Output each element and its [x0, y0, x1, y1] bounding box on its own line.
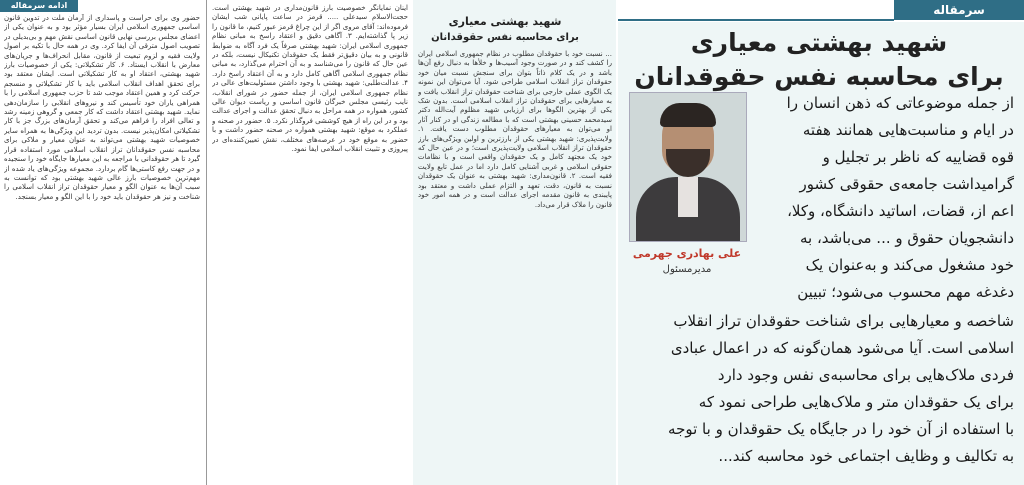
lead-line: شاخصه و معیارهایی برای شناخت حقوقدان تراز انقلاب — [673, 312, 1014, 330]
photo-beard — [666, 149, 710, 177]
lead-body-top — [752, 94, 1014, 309]
mid-article-title: شهید بهشتی معیاری — [448, 15, 562, 28]
lead-body-bottom — [626, 312, 1014, 482]
lead-line: دانشجویان حقوق و ... می‌باشد، به — [799, 229, 1014, 247]
column-divider-1 — [206, 0, 207, 485]
mid-article-subtitle: برای محاسبه نفس حقوقدانان — [431, 32, 579, 43]
lead-line: اسلامی است. آیا می‌شود همان‌گونه که در اعمال عبادی — [670, 339, 1014, 357]
author-photo — [629, 92, 747, 242]
lead-line: به تکالیف و وظایف اجتماعی خود محاسبه کند... — [718, 447, 1014, 465]
lead-line: قوه قضاییه که ناظر بر تجلیل و — [822, 148, 1014, 166]
editorial-banner — [618, 0, 1024, 22]
lead-line: در ایام و مناسبت‌هایی همانند هفته — [802, 121, 1014, 139]
editorial-tag: سرمقاله — [894, 0, 1024, 20]
photo-shirt — [678, 177, 698, 217]
lead-line: فردی ملاک‌هایی برای محاسبه‌ی نفس وجود دارد — [717, 366, 1014, 384]
lead-line: با استفاده از آن خود را در جایگاه یک حقوقدان و با توجه — [668, 420, 1014, 438]
lead-line: از جمله موضوعاتی که ذهن انسان را — [786, 94, 1014, 112]
lead-line: اعم از، قضات، اساتید دانشگاه، وکلا، — [787, 202, 1014, 220]
lead-line: برای یک حقوقدان متر و ملاک‌هایی طراحی نمود که — [698, 393, 1014, 411]
lead-headline-line2: برای محاسبه نفس حقوقدانان — [634, 62, 1004, 91]
author-role: مدیرمسئول — [662, 264, 712, 275]
lead-line: دغدغه مهم محسوب می‌شود؛ تبیین — [797, 283, 1014, 301]
second-column-text: اینان نمایانگر خصوصیت بارز قانون‌مداری در شهید بهشتی است. حجت‌الاسلام سیدعلی ..... قرمز در ساعت پایانی شب ایشان فرموده‌اند: آقای مروی اگر از این چراغ قرمز عبور کنیم، ما قانون را زیر پا گذاشته‌ایم. ۳. آگاهی دقیق و اعتقاد راسخ به مبانی نظام جمهوری اسلامی ایران: شهید بهشتی صرفاً یک فرد آگاه به ضوابط قانونی و به بیان دقیق‌تر فقط یک حقوقدان تکنیکال نیست، بلکه در عین حال که قانون را می‌شناسد و به آن احترام می‌گذارد، به مبانی نظام جمهوری اسلامی آگاهی کامل دارد و به آن اعتقاد راسخ دارد. ۴. عدالت‌طلبی: شهید بهشتی با وجود داشتن مسئولیت‌های عالی در نظام جمهوری اسلامی ایران، از جمله حضور در شورای انقلاب، نایب رئیسی مجلس خبرگان قانون اساسی و ریاست دیوان عالی کشور، همواره در همه مراحل به دنبال تحقق عدالت و اجرای عدالت بود و در این راه از هیچ کوششی فروگذار نکرد. ۵. حضور در صحنه و عملکرد به موقع: شهید بهشتی همواره در صحنه حضور داشت و با حضور به موقع خود در عرصه‌های مختلف، نقش تعیین‌کننده‌ای در پیروزی و تثبیت انقلاب اسلامی ایفا نمود. — [212, 4, 408, 154]
middle-column-text: ... نسبت خود با حقوقدان مطلوب در نظام جمهوری اسلامی ایران را کشف کند و در صورت وجود آسیب‌ها و خلأها به دنبال رفع آن‌ها باشد و در یک کلام ذاتاً بتوان برای سنجش نسبت میان خود حقوقدان تراز انقلاب اسلامی طراحی شود. آیا می‌توان این نمونه یک الگوی عملی خارجی برای شناخت حقوقدان تراز انقلاب یافت و به معیارهایی برای حقوقدان تراز انقلاب اسلامی است. بدون شک یکی از بهترین الگوها برای ارزیابی شهید مظلوم آیت‌الله دکتر سیدمحمد حسینی بهشتی است که با مطالعه زندگی او در کنار آثار او می‌توان به معیارهای حقوقدان مطلوب دست یافت. ۱. ولایت‌پذیری: شهید بهشتی یکی از بارزترین و اولین ویژگی‌های بارز حقوقدان تراز انقلاب اسلامی ولایت‌پذیری است؛ و در عین حال که خود یک مجتهد کامل و یک حقوقدان واقعی است و با نظامات حقوقی اسلامی و غربی آشنایی کامل دارد اما در عمل تابع ولایت فقیه است. ۲. قانون‌مداری: شهید بهشتی به عنوان یک حقوقدان نسبت به قانون، دقت، تعهد و التزام عملی داشت و معتقد بود پایبندی به قانون مقدمه اجرای عدالت است و در همه امور خود قانون را ملاک قرار می‌داد. — [418, 50, 612, 209]
continued-label: ادامه سرمقاله — [0, 0, 78, 12]
author-name: علی بهادری جهرمی — [632, 247, 742, 260]
lead-line: گرامیداشت جامعه‌ی حقوقی کشور — [799, 175, 1014, 193]
lead-line: خود مشغول می‌کند و به‌عنوان یک — [805, 256, 1014, 274]
banner-rule — [618, 19, 894, 21]
lead-headline-line1: شهید بهشتی معیاری — [690, 28, 948, 57]
photo-hair — [660, 103, 716, 127]
left-column-text: حضور وی برای حراست و پاسداری از آرمان ملت در تدوین قانون اساسی جمهوری اسلامی ایران بسیار مؤثر بود و به عنوان یکی از اعضای مجلس بررسی نهایی قانون اساسی نقش مهم و بی‌بدیلی در تصویب اصول مترقی آن ایفا کرد. وی در همه حال با تکیه بر اصول ولایت فقیه و لزوم تبعیت از قانون، مقابل انحراف‌ها و جریان‌های معارض با انقلاب ایستاد. ۶. کار تشکیلاتی: یکی از خصوصیات بارز شهید بهشتی، اعتقاد او به کار تشکیلاتی است. ایشان معتقد بود برای تحقق اهداف انقلاب اسلامی باید با کار تشکیلاتی و منسجم حرکت کرد و همین اعتقاد موجب شد تا حزب جمهوری اسلامی را با همراهی یاران خود تأسیس کند و نیروهای انقلابی را سازمان‌دهی نماید. شهید بهشتی اعتقاد داشت که کار جمعی و گروهی زمینه رشد و تعالی افراد را فراهم می‌کند و تحقق آرمان‌های بزرگ جز با کار تشکیلاتی امکان‌پذیر نیست. بدون تردید این ویژگی‌ها به همراه سایر خصوصیات شهید بهشتی می‌تواند به عنوان معیار و ملاکی برای محاسبه نفس حقوقدانان تراز انقلاب اسلامی مورد استفاده قرار گیرد تا هر حقوقدانی با مراجعه به این معیارها جایگاه خود را سنجیده و در جهت رفع کاستی‌ها گام بردارد. مجموعه ویژگی‌های یاد شده از مهم‌ترین خصوصیات بارز عالی شهید بهشتی بود که توانست به سبب آن‌ها به عنوان الگو و معیار حقوقدان تراز انقلاب اسلامی را شناخت و نیز هر حقوقدان باید خود را با این الگو و معیار بسنجد. — [4, 14, 200, 201]
lead-headline — [624, 26, 1014, 94]
